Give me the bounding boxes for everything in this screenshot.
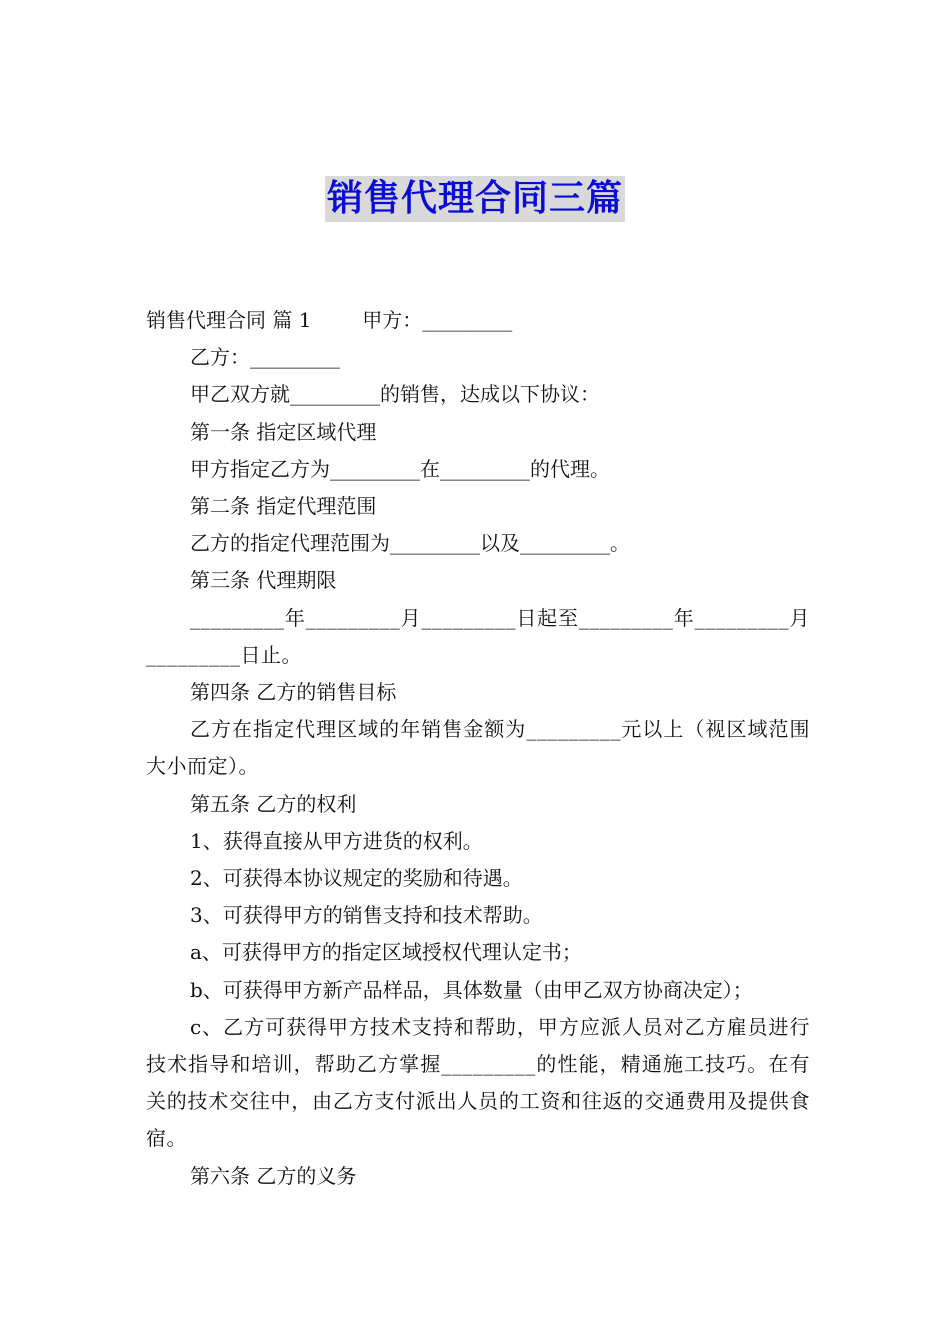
paragraph: b、可获得甲方新产品样品，具体数量（由甲乙双方协商决定）； [190, 977, 753, 1002]
paragraph: 第四条 乙方的销售目标 [190, 680, 397, 705]
paragraph: 乙方的指定代理范围为_________以及_________。 [190, 531, 630, 556]
paragraph: 1、获得直接从甲方进货的权利。 [190, 828, 483, 853]
paragraph: _________年_________月_________日起至_________年_________月_________日止。 [146, 605, 810, 667]
paragraph: 乙方：_________ [190, 345, 340, 370]
paragraph: 第三条 代理期限 [190, 568, 337, 593]
paragraph: 2、可获得本协议规定的奖励和待遇。 [190, 866, 523, 891]
paragraph: 销售代理合同 篇 1 甲方：_________ [146, 308, 513, 332]
paragraph: 甲乙双方就_________的销售，达成以下协议： [190, 382, 600, 407]
paragraph: c、乙方可获得甲方技术支持和帮助，甲方应派人员对乙方雇员进行技术指导和培训，帮助乙方掌握_________的性能，精通施工技巧。在有关的技术交往中，由乙方支付派出人员的工资和往返的交通费用及提供食宿。 [146, 1014, 810, 1151]
document-title: 销售代理合同三篇 [325, 176, 625, 222]
paragraph: 乙方在指定代理区域的年销售金额为_________元以上（视区域范围大小而定）。 [146, 717, 810, 779]
document-body [146, 302, 810, 1195]
paragraph: 3、可获得甲方的销售支持和技术帮助。 [190, 903, 543, 928]
paragraph: 第六条 乙方的义务 [190, 1163, 357, 1188]
paragraph: 第二条 指定代理范围 [190, 494, 377, 519]
paragraph: 第五条 乙方的权利 [190, 791, 357, 816]
title-container [0, 176, 950, 222]
paragraph: a、可获得甲方的指定区域授权代理认定书； [190, 940, 582, 965]
paragraph: 甲方指定乙方为_________在_________的代理。 [190, 456, 610, 481]
paragraph: 第一条 指定区域代理 [190, 419, 377, 444]
